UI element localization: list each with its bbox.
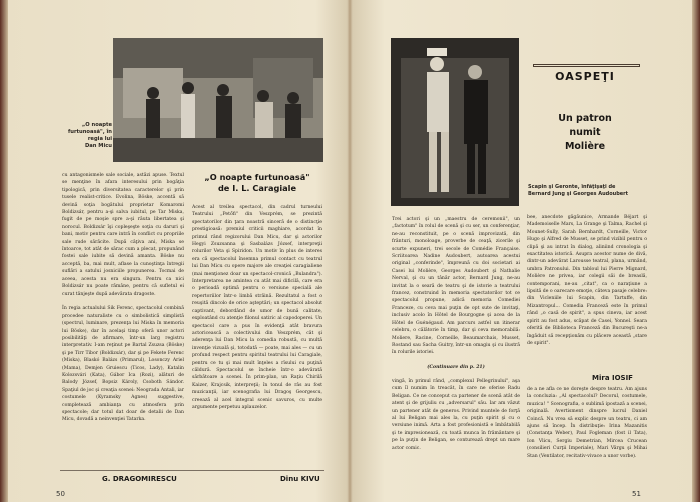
section-label: OASPEŢI xyxy=(555,70,615,83)
stage-photo-right xyxy=(391,38,519,206)
article-text-right-col2: bee, anecdote găgăunice, Armande Béjart şi Mademoiselle Mars, La Grange şi Talma, Rachel şi Mounet-Sully, Sarah Bernhardt, Corneille, Victor Hugo şi Alfred de Musset, se prind vizibil pentru o clipă şi au intrat în dialog, aliniind cronologia şi exactitatea istorică. Asupra acestor nume de divă, dintr-un adevărat Larousse teatral, plana, urmând, umbra Patronului. Din tabloul lui Pierre Mignard, Molière ne privea, iar colegii săi de breaslă, contemporani, ne-au „citat", ca o naraţiune a lipsită de o oarecare emoţie, câteva pasaje celebre: din Vicleniile lui Scapin, din Tartuffe, din Mizantropul... Comedia Franceză este în primul rând „o casă de spirit", a spus cineva, iar acest spirit au fost adus, scăpat de Casei, Yonnel. Seara oferită de Biblioteca Franceză din Bucureşti ne-a îngăduit să recepţionăm cu plăcere această „stare de spirit". xyxy=(527,215,647,346)
author-dragomirescu: G. DRAGOMIRESCU xyxy=(102,475,177,483)
article-text-right-col1-bottom: vingă, în primul rând, „complexul Pellegrinului", aşa cum îl numim în treacăt, în care ne oferise Radu Beligan. Ce ne conceput ca partener de scenă atât de atent şi de grijuliu cu „adversarul" său. Iar am văzut un partener atât de generos. Privind muntele de forţă al lui Beligan mai ales la, cu puţin spirit şi cu o versiune inimă. Arta a fost profesionistă e îmbătabilă şi te impresionează, cu toată munca în frământare şi pe la puţin de Beligan, se conturează drept un mare actor comic. xyxy=(392,379,520,451)
author-kivu: Dinu KIVU xyxy=(280,475,320,483)
page-edge-left xyxy=(0,0,8,502)
author-iosif: Mira IOSIF xyxy=(592,374,633,382)
page-number-right: 51 xyxy=(632,490,641,498)
article-heading: Un patron numit Molière xyxy=(558,113,612,152)
article-text-right-col2-bottom: de a ne afla ce ne doreşte despre teatru. Am ajuns la concluzia: „Al spectacolul? Decorul, costumele, muzica! " Scenografia, o sublimă ipostază a scenei, originală. Avertisment dinspre lucrul Daniel Coincă. Nu vrea să explic despre un teatru, ci am ajuns să încep. În distribuţie: Irina Mazanitis (Constanţa Weber), Paul Fogleman (fost il Tata), Ion Vlicu, Sergiu Demetrian, Mircea Crucean (consilieri Curţii Imperiale), Mari Vârgu şi Mihai Stan (Ventilator, recitativ-vivace a unor vorbe). xyxy=(527,387,647,459)
page-number-left: 50 xyxy=(56,490,65,498)
section-box xyxy=(533,64,640,67)
author-rule xyxy=(60,470,324,471)
continuation-note: (Continuare din p. 21) xyxy=(427,365,485,370)
article-text-col2: Acest al treilea spectacol, din cadrul turneului Teatrului „Petőfi" din Veszprém, se prezintă spectatorilor din ţara noastră sinceră de o distincţie prestigioasă: premiul criticii maghiare, acordat în primul rând regizorului Dan Micu, dar şi actorilor Hegyi Zsuzsanna şi Sasbalázs József, interpreţii rolurilor Veta şi Spiridon. Un motiv în plus de interes era că spectacolul însemna primul contact cu teatrul lui Dan Micu cu opere majore ale creaţiei caragialiene (mai menţionez doar un spectacol-cronică „Bulandra"). Interpretarea ne amintea cu atât mai dificilă, care era o perioadă optimă pentru o versiune specială ale repertoriilor într-o limbă străină. Rezultatul a fost o reuşită dincolo de orice aşteptări; un spectacol absolut captivant, debordând de umor de bună calitate, exploatând cu atenţie filonul satiric al capodoperei. Un spectacol care a pus în evidenţă atât bravura actoricească a colectivului din Veszprém, cât şi aderenţa lui Dan Micu la comedia robustă, cu multă invenţie vizuală şi, totodată — poate, mai ales — cu un profund respect pentru spiritul teatrului lui Caragiale, pentru ce tu şi mai mult înţeles a rîsului cu puţină căldură. Spectacolul se încheie într-o adevărată sărbătoare a scenei. În prim-plan, un Raţiu Chirilă Kaizer, Krajcsik, interpreţii; în tonul de râs au fost muzicanţii, iar scenografia lui Dragoş Georgescu, creează al acel integral scenic savuros, cu multe argumente perpetuu aplauzelor. xyxy=(192,205,322,410)
article-title: „O noapte furtunoasă" de I. L. Caragiale xyxy=(204,172,310,193)
photo-caption-left: „O noapte furtunoasă", în regia lui Dan Micu xyxy=(68,122,112,149)
stage-photo-left xyxy=(113,38,323,162)
article-text-right-col1: Trei actori şi un „maestru de ceremonii", un „factotum" în rolul de scenă şi cu ser, un conferenţiar, ne-au reconstituit, pe o scenă improvizată, din frânturi, monoloage, proverbe de ceaţă, zicerile şi scurte expuneri, trei secole de Comédie Française. Scriitoarea Nadine Audoubert, autoarea acestui original „conferinde", împreună cu doi societari ai Casei lui Molière, Georges Audoubert şi Nathalie Nerval, şi cu un tânăr actor, Bernard Jung, ne-au invitat la o seară de teatru şi de istorie a teatrului francez, construind în memoria spectatorilor tot ce spectacolul propune, adică memoria Comediei Franceze, cu ceva mai puţin de opt sute de invitaţi, inclusiv acolo în Hôtel de Bourgogne şi acea de la Hôtel de Guénégaud. Am parcurs astfel un itinerar celebru, o călătorie în timp, dar şi ceva memorabilă: Moliere, Racine, Corneille, Beaumarchais, Musset, Rostand sau Sacha Guitry, într-un omagiu şi cu ilustră în rolurile istoriei. xyxy=(392,217,520,356)
page-edge-right xyxy=(692,0,700,502)
article-text-col1: cu antagonismele sale sociale, astăzi apuse. Textul se menţine în afara interesului prin bogăţia tipologică, prin diversitatea caracterelor şi prin tusele realist-critice. Evolina, Böske, accentă să devină soţia bogătului proprietar Komaromi Boldizsár, pentru a-şi salva iubitul, pe Tar Miska, fugit de pe moşie spre a-şi răuta libertatea şi norocul. Boldizsár îşi copleşeşte soţia cu daruri şi bani, motiv pentru care intră în conflict cu propriile sale rude sărăcite. După câţiva ani, Miska se întoarce, tot atât de sărac cum a plecat, propunând fostei sale iubite să devină amanta. Böske nu acceptă, ba, mai mult, aflase la cunoştinţa întregii suflări a satului josniciile propunerea. Tocmai de aceea, acesta nu era singura. Pentru ca nici Boldizsár nu poate rămâne, pentru că sufletul ei curat tânjeşte după adevărata dragoste. În regia actualului Sik Ferenc, spectacolul combină procedee naturaliste cu o simbolistică simplistă (spectrul, luminare, prezenţa lui Miska în memoria lui Böske), dar în acelaşi timp oferă unor actori posibilităţi de afirmare, într-un larg registru interpretativ. I-am reţinut pe Bartal Zsuzsa (Böske) şi pe Tirr Tibor (Boldizsár), dar şi pe Fekete Ferenc (Miska), Blaskó Balázs (Primarul), Losonczy Ariel (Mama), Demjen Gruiescu (Ticos, Lady), Katalin Kolozsvári (Kata), Gábor Ica (Rozi), alături de Balody József, Bopsiz Károly, Csoboth Sándor. Spaţiul de joc şi creaţia scenei: Neograda Antali, iar costumele (Kyramsky Agnes) suggestive, completează ambianţa cu atmosfera prin spectacole; dar totul dat doar de detalii de Dan Micu, dovadă a neinvenţiei Tatarka. xyxy=(62,173,184,423)
photo-caption-right: Scapin şi Geronte, înfăţişaţi de Bernard Jung şi Georges Audoubert xyxy=(528,184,629,197)
